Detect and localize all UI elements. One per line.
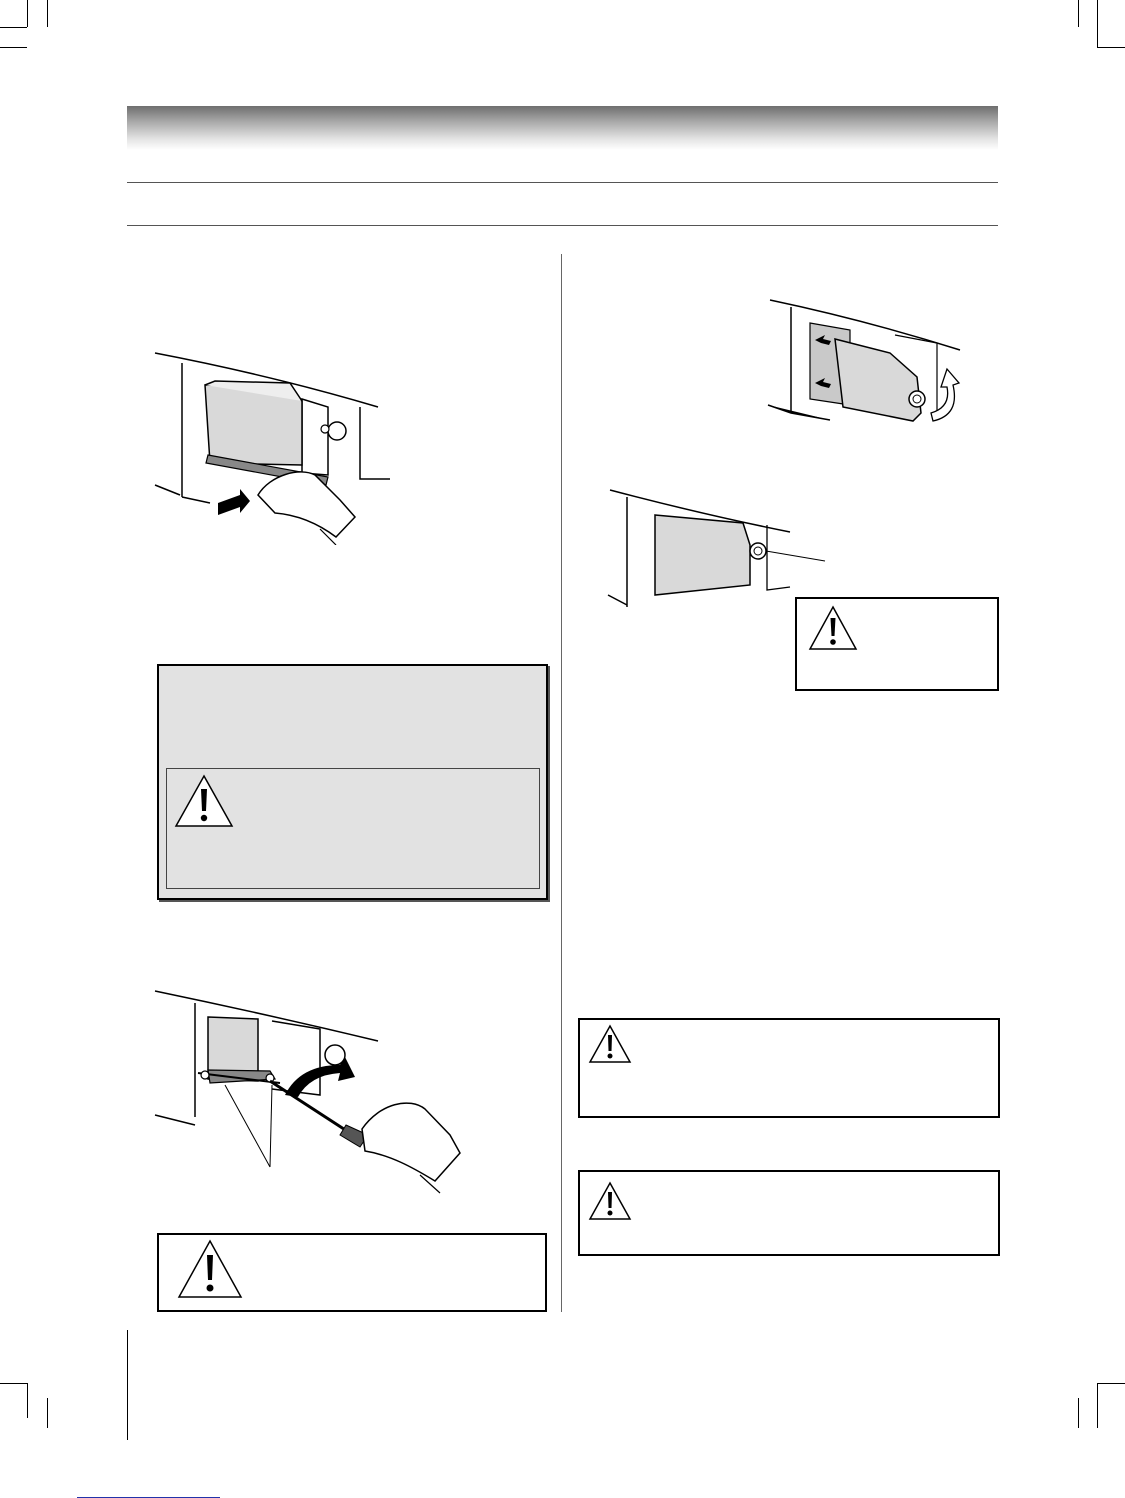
section-rule-bottom — [127, 225, 998, 226]
illustration-lamp-cover-closed — [605, 485, 830, 610]
column-divider — [561, 254, 562, 1312]
warning-inner-box — [166, 768, 540, 889]
warning-box-right-middle — [578, 1018, 1000, 1118]
illustration-lamp-insert — [150, 345, 390, 545]
crop-mark-top-left-v2 — [47, 0, 48, 27]
warning-box-right-small — [795, 597, 999, 691]
crop-mark-top-right-v — [1078, 0, 1079, 27]
crop-mark-top-left-v — [27, 0, 28, 27]
crop-mark-bottom-left-h — [0, 1383, 27, 1384]
warning-triangle-icon — [587, 1180, 633, 1222]
section-rule-top — [127, 182, 998, 183]
crop-mark-top-right-v2 — [1097, 0, 1098, 47]
header-band — [127, 106, 998, 150]
crop-mark-bottom-right-h — [1097, 1383, 1125, 1384]
crop-mark-bottom-right-v — [1097, 1383, 1098, 1428]
illustration-lamp-cover-open — [765, 295, 965, 430]
warning-triangle-icon — [587, 1023, 633, 1065]
crop-mark-bottom-left-v2 — [47, 1398, 48, 1428]
note-box — [157, 664, 548, 900]
crop-mark-bottom-right-v2 — [1078, 1398, 1079, 1428]
warning-triangle-icon — [176, 1238, 244, 1300]
crop-mark-top-left-h — [0, 47, 27, 48]
crop-mark-top-right-h — [1097, 47, 1125, 48]
illustration-screw-removal — [150, 985, 470, 1200]
warning-triangle-icon — [807, 604, 859, 652]
page-margin-line — [127, 1330, 128, 1440]
crop-mark-bottom-left-v — [27, 1383, 28, 1418]
warning-box-left — [157, 1233, 547, 1312]
warning-triangle-icon — [173, 773, 235, 829]
crop-mark-top-left-h2 — [0, 27, 27, 28]
warning-box-right-bottom — [578, 1170, 1000, 1256]
